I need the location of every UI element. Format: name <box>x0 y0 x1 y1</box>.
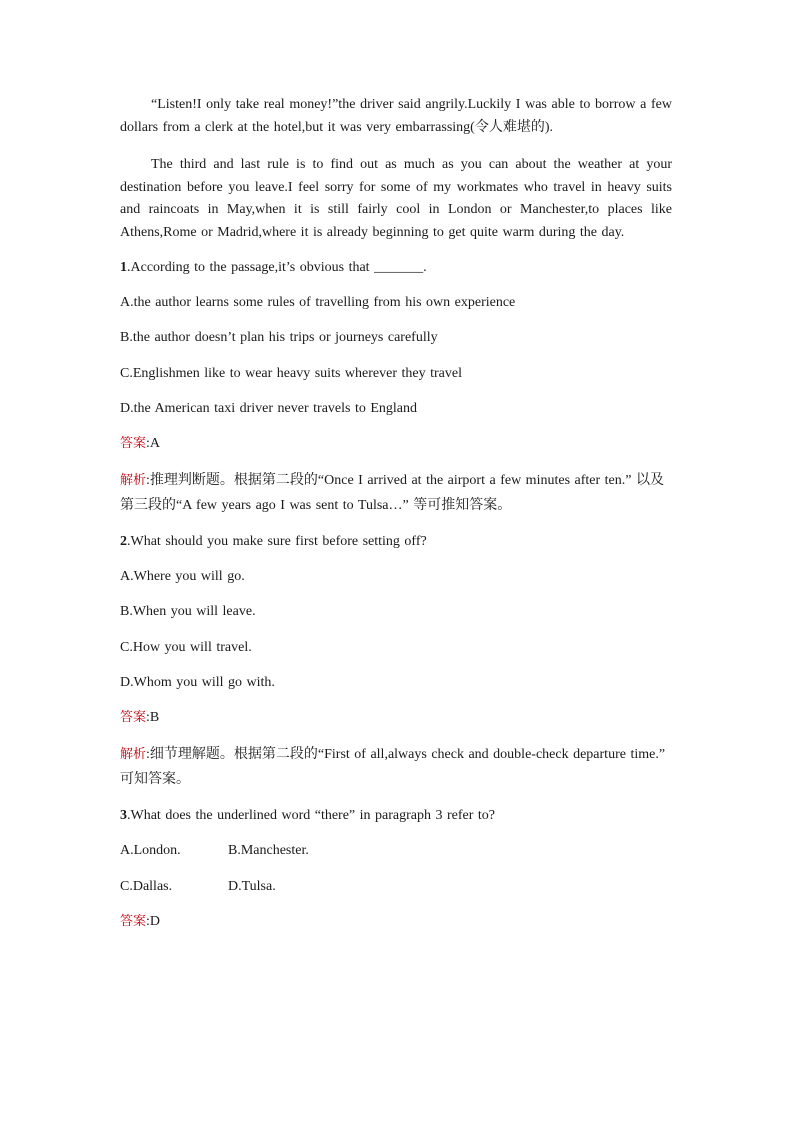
question-number: 1 <box>120 260 127 275</box>
question-2 <box>120 531 672 553</box>
answer-value: :D <box>146 913 161 929</box>
answer-line <box>120 707 672 729</box>
option-b: B.the author doesn’t plan his trips or journeys carefully <box>120 330 438 346</box>
option-b: B.When you will leave. <box>120 604 256 620</box>
answer-label: 答案 <box>120 436 147 452</box>
option-c: C.How you will travel. <box>120 639 252 655</box>
passage-paragraph-1: “Listen!I only take real money!”the driver said angrily.Luckily I was able to borrow a few dollars from a clerk at the hotel,but it was very embarrassing(令人难堪的). <box>120 97 672 135</box>
question-stem: .What should you make sure first before setting off? <box>127 534 427 550</box>
question-stem: .According to the passage,it’s obvious that _______. <box>127 260 427 275</box>
analysis-label: 解析 <box>120 747 147 763</box>
question-number: 3 <box>120 808 127 824</box>
analysis-label: 解析 <box>120 473 147 489</box>
option-b: B.Manchester. <box>228 843 309 859</box>
answer-label: 答案 <box>120 710 147 726</box>
options-row-cd <box>120 876 672 898</box>
option-a: A.the author learns some rules of travelling from his own experience <box>120 295 516 310</box>
answer-label: 答案 <box>120 913 147 929</box>
passage-paragraph-2: The third and last rule is to find out as much as you can about the weather at your destination before you leave.I feel sorry for some of my workmates who travel in heavy suits and raincoats in May,when it is still fairly cool in London or Manchester,to places like Athens,Rome or Madrid,where it is already beginning to get quite warm during the day. <box>120 157 672 240</box>
document-page <box>120 94 672 946</box>
question-stem: .What does the underlined word “there” in paragraph 3 refer to? <box>127 808 496 824</box>
question-3 <box>120 805 672 827</box>
analysis-text: :细节理解题。根据第二段的“First of all,always check and double-check departure time.” 可知答案。 <box>120 747 666 788</box>
answer-line <box>120 911 672 933</box>
analysis-line <box>120 468 672 518</box>
option-d: D.Whom you will go with. <box>120 675 275 691</box>
option-d: D.the American taxi driver never travels to England <box>120 400 418 416</box>
option-c: C.Englishmen like to wear heavy suits wherever they travel <box>120 365 462 381</box>
options-row-ab <box>120 840 672 862</box>
answer-line <box>120 433 672 455</box>
option-a: A.London. <box>120 843 181 859</box>
answer-value: :B <box>146 710 160 726</box>
option-a: A.Where you will go. <box>120 569 245 585</box>
analysis-line <box>120 742 672 792</box>
answer-value: :A <box>146 436 161 452</box>
option-d: D.Tulsa. <box>228 878 276 894</box>
analysis-text: :推理判断题。根据第二段的“Once I arrived at the airport a few minutes after ten.” 以及第三段的“A few years ago I was sent to Tulsa…” 等可推知答案。 <box>120 473 664 514</box>
question-number: 2 <box>120 534 127 550</box>
question-1 <box>120 257 672 279</box>
option-c: C.Dallas. <box>120 878 173 894</box>
